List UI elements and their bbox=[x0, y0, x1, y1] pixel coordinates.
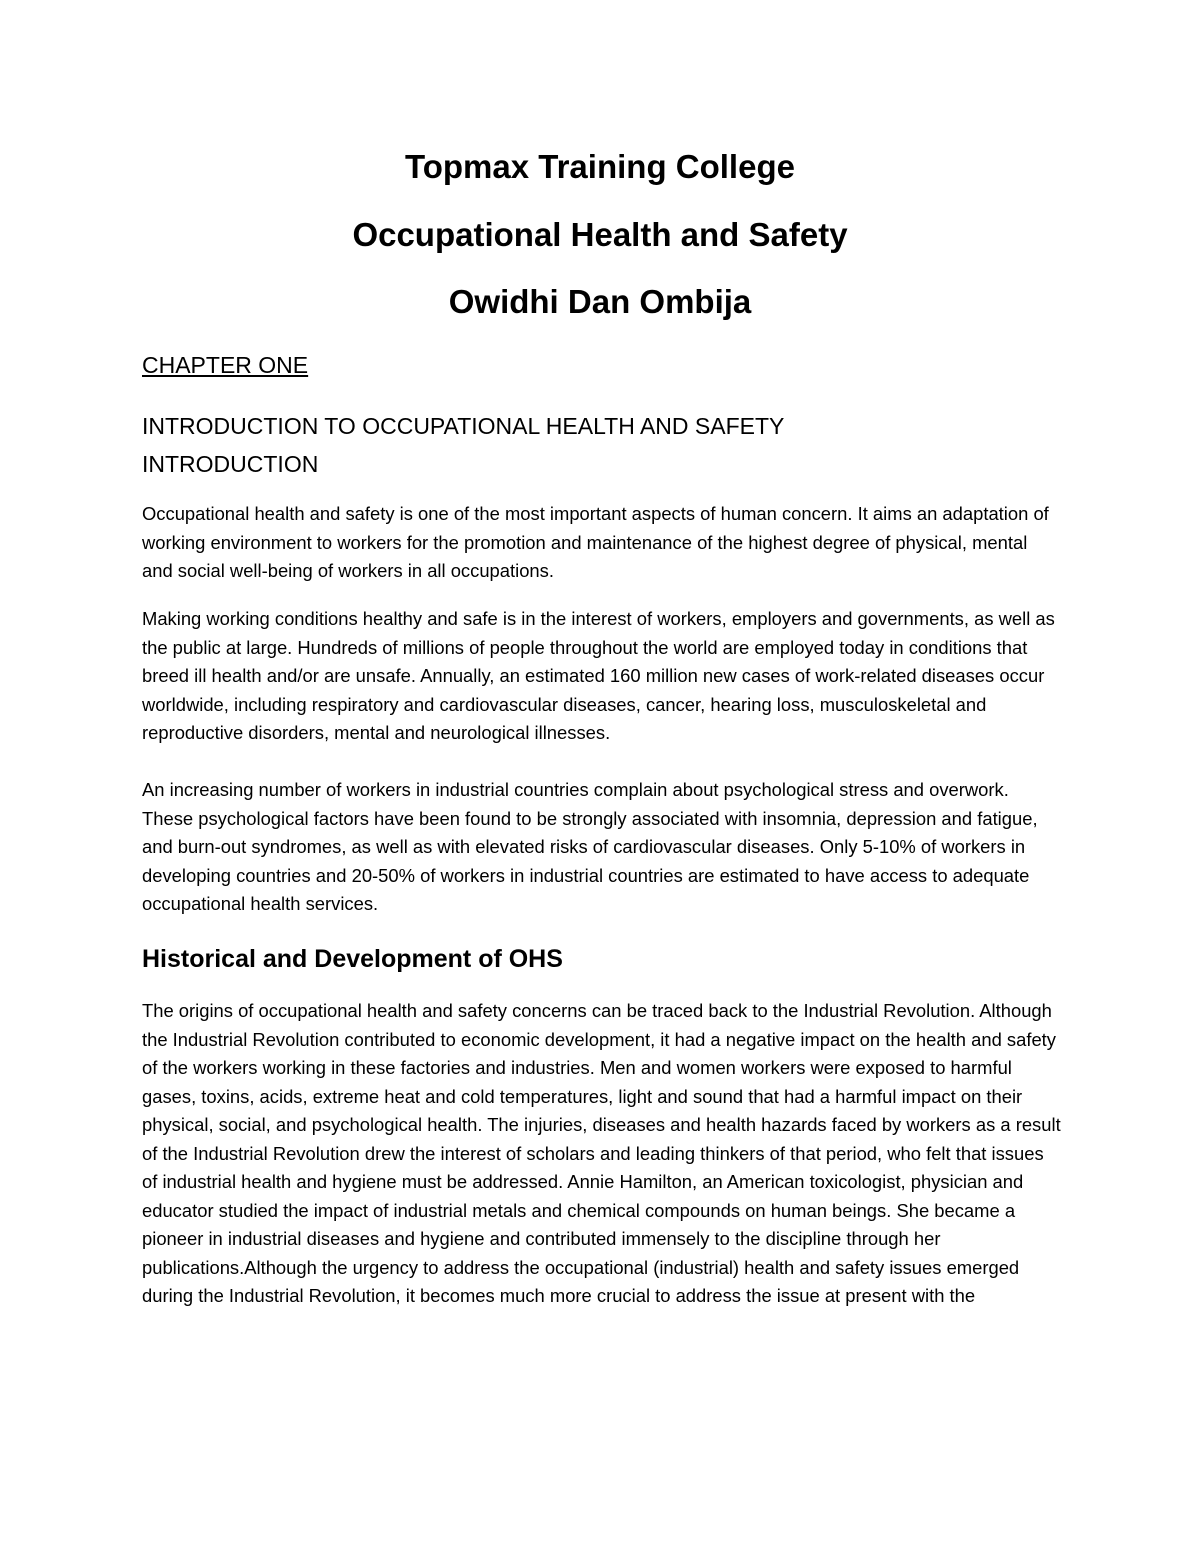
paragraph-psychological-stress: An increasing number of workers in industrial countries complain about psychological stress and overwork. These psychological factors have been found to be strongly associated with insomnia, depression and fatigue, and burn-out syndromes, as well as with elevated risks of cardiovascular diseases. Only 5-10% of workers in developing countries and 20-50% of workers in industrial countries are estimated to have access to adequate occupational health services. bbox=[142, 779, 1038, 914]
chapter-heading-line2: INTRODUCTION bbox=[142, 451, 319, 477]
document-page bbox=[142, 0, 1062, 1553]
chapter-heading-line1: INTRODUCTION TO OCCUPATIONAL HEALTH AND SAFETY bbox=[142, 413, 785, 439]
section-heading-history: Historical and Development of OHS bbox=[142, 945, 563, 973]
chapter-heading bbox=[142, 407, 1042, 483]
chapter-label: CHAPTER ONE bbox=[142, 352, 309, 378]
paragraph-intro: Occupational health and safety is one of the most important aspects of human concern. It aims an adaptation of working environment to workers for the promotion and maintenance of the highest degree of physical, mental and social well-being of workers in all occupations. bbox=[142, 503, 1049, 581]
course-title: Occupational Health and Safety bbox=[352, 216, 848, 253]
paragraph-working-conditions: Making working conditions healthy and safe is in the interest of workers, employers and governments, as well as the public at large. Hundreds of millions of people throughout the world are employed today in conditions that breed ill health and/or are unsafe. Annually, an estimated 160 million new cases of work-related diseases occur worldwide, including respiratory and cardiovascular diseases, cancer, hearing loss, musculoskeletal and reproductive disorders, mental and neurological illnesses. bbox=[142, 608, 1055, 743]
author-name: Owidhi Dan Ombija bbox=[448, 283, 752, 320]
college-title: Topmax Training College bbox=[405, 148, 795, 185]
paragraph-history: The origins of occupational health and safety concerns can be traced back to the Industrial Revolution. Although the Industrial Revolution contributed to economic development, it had a negative impact on the health and safety of the workers working in these factories and industries. Men and women workers were exposed to harmful gases, toxins, acids, extreme heat and cold temperatures, light and sound that had a harmful impact on their physical, social, and psychological health. The injuries, diseases and health hazards faced by workers as a result of the Industrial Revolution drew the interest of scholars and leading thinkers of that period, who felt that issues of industrial health and hygiene must be addressed. Annie Hamilton, an American toxicologist, physician and educator studied the impact of industrial metals and chemical compounds on human beings. She became a pioneer in industrial diseases and hygiene and contributed immensely to the discipline through her publications.Although the urgency to address the occupational (industrial) health and safety issues emerged during the Industrial Revolution, it becomes much more crucial to address the issue at present with the bbox=[142, 1000, 1061, 1306]
